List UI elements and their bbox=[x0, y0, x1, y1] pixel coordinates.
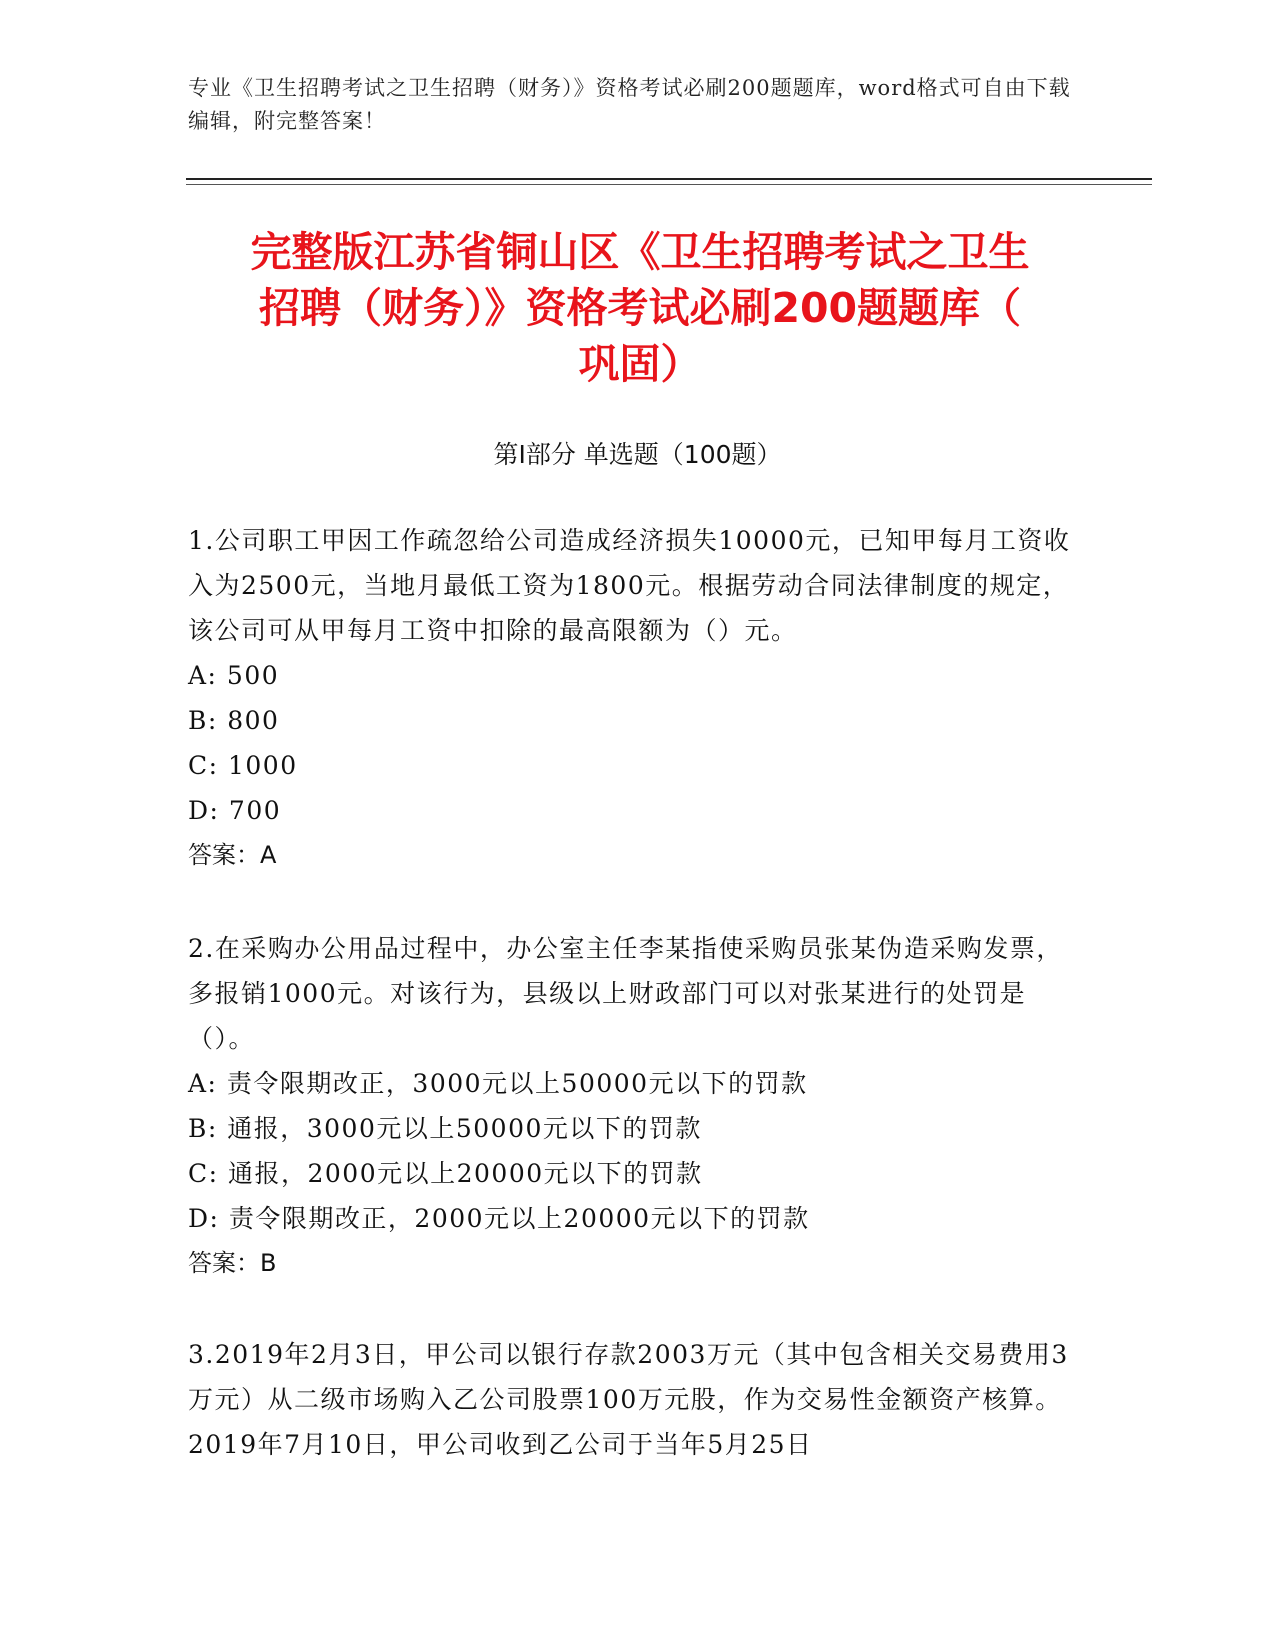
question-stem: 1.公司职工甲因工作疏忽给公司造成经济损失10000元，已知甲每月工资收入为2500元，当地月最低工资为1800元。根据劳动合同法律制度的规定，该公司可从甲每月工资中扣除的最高限额为（）元。 bbox=[188, 526, 1071, 645]
answer: 答案：B bbox=[188, 1249, 277, 1277]
option-a: A: 500 bbox=[188, 661, 280, 690]
question-stem: 2.在采购办公用品过程中，办公室主任李某指使采购员张某伪造采购发票，多报销1000元。对该行为，县级以上财政部门可以对张某进行的处罚是（）。 bbox=[188, 934, 1063, 1053]
question-2 bbox=[188, 926, 1088, 1286]
document-title bbox=[190, 224, 1090, 392]
answer: 答案：A bbox=[188, 841, 277, 869]
question-stem: 3.2019年2月3日，甲公司以银行存款2003万元（其中包含相关交易费用3万元）从二级市场购入乙公司股票100万元股，作为交易性金额资产核算。2019年7月10日，甲公司收到乙公司于当年5月25日 bbox=[188, 1340, 1069, 1459]
question-1 bbox=[188, 518, 1088, 878]
option-c: C: 1000 bbox=[188, 751, 298, 780]
title-line-1: 完整版江苏省铜山区《卫生招聘考试之卫生 bbox=[250, 228, 1030, 276]
question-3 bbox=[188, 1332, 1088, 1467]
title-line-2: 招聘（财务）》资格考试必刷200题题库（ bbox=[258, 284, 1022, 332]
title-line-3: 巩固） bbox=[578, 340, 702, 388]
option-b: B: 通报，3000元以上50000元以下的罚款 bbox=[188, 1114, 702, 1143]
option-a: A: 责令限期改正，3000元以上50000元以下的罚款 bbox=[188, 1069, 808, 1098]
option-b: B: 800 bbox=[188, 706, 280, 735]
header-rule bbox=[186, 178, 1152, 180]
option-d: D: 责令限期改正，2000元以上20000元以下的罚款 bbox=[188, 1204, 810, 1233]
header-rule-thin bbox=[186, 184, 1152, 185]
header-note: 专业《卫生招聘考试之卫生招聘（财务）》资格考试必刷200题题库，word格式可自由下载编辑，附完整答案！ bbox=[188, 76, 1071, 133]
option-d: D: 700 bbox=[188, 796, 282, 825]
option-c: C: 通报，2000元以上20000元以下的罚款 bbox=[188, 1159, 703, 1188]
section-heading: 第I部分 单选题（100题） bbox=[493, 440, 782, 469]
